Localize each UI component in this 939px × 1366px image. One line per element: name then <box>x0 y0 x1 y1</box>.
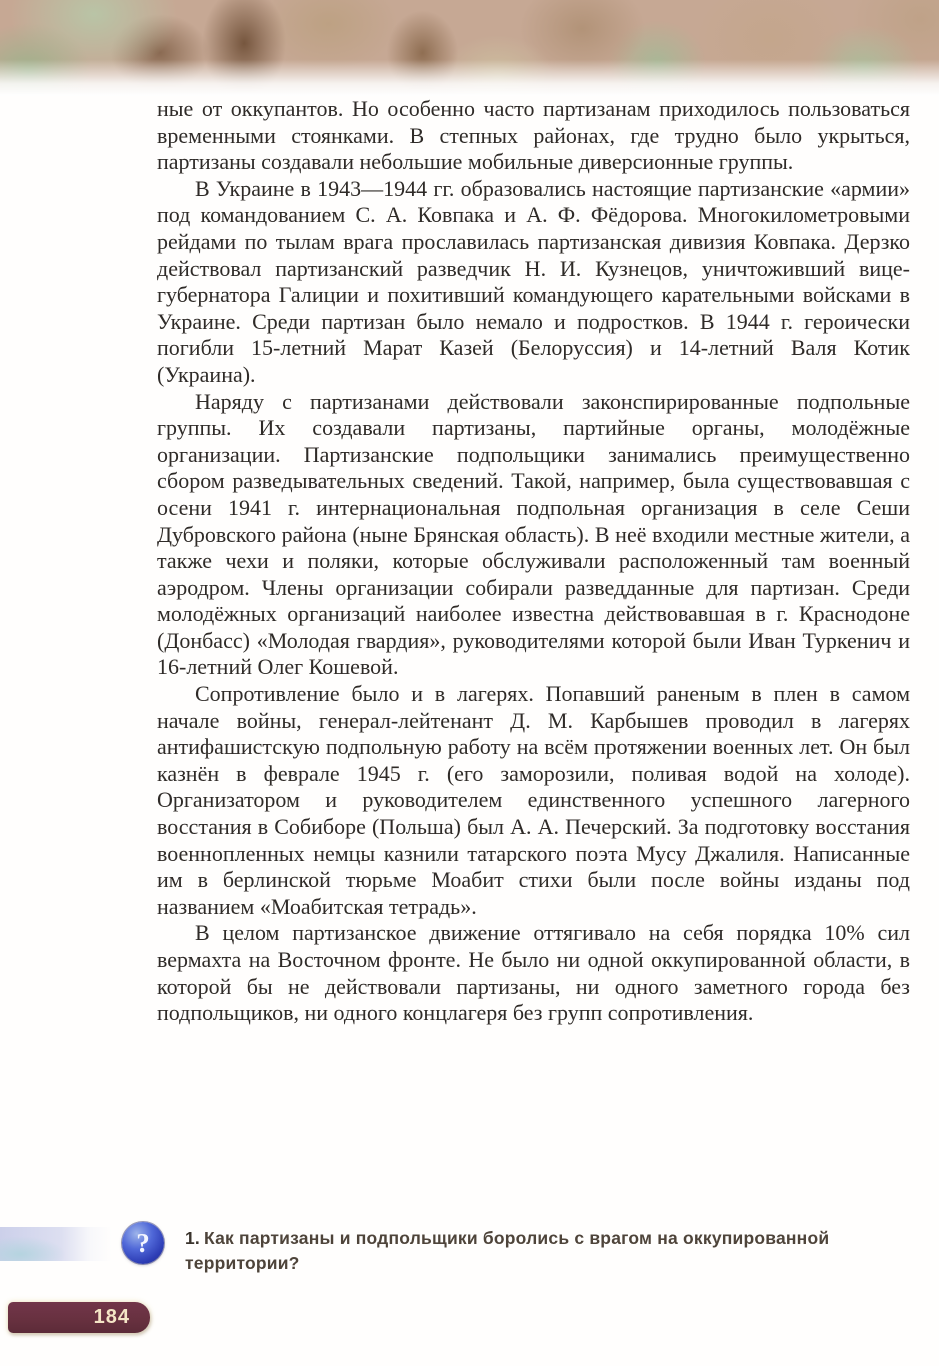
question-mark-glyph: ? <box>136 1228 150 1258</box>
paragraph: Сопротивление было и в лагерях. Попавший раненым в плен в самом начале войны, генерал-лейтенант Д. М. Карбышев проводил в лагерях антифашистскую подпольную работу на всём протяжении военных лет. Он был казнён в феврале 1945 г. (его заморозили, поливая водой на холоде). Организатором и руководителем единственного успешного лагерного восстания в Собиборе (Польша) был А. А. Печерский. За подготовку восстания военнопленных немцы казнили татарского поэта Мусу Джалиля. Написанные им в берлинской тюрьме Моабит стихи были после войны изданы под названием «Моабитская тетрадь». <box>157 681 910 919</box>
paragraph: В целом партизанское движение оттягивало на себя порядка 10% сил вермахта на Восточном фронте. Не было ни одной оккупированной области, в которой бы не действовали партизаны, ни одного заметного города без подпольщиков, ни одного концлагеря без групп сопротивления. <box>157 920 910 1026</box>
page-number-badge <box>8 1302 150 1333</box>
question-number: 1. <box>185 1228 200 1248</box>
paragraph: В Украине в 1943—1944 гг. образовались настоящие партизанские «армии» под командованием С. А. Ковпака и А. Ф. Фёдорова. Многокилометровыми рейдами по тылам врага прославилась партизанская дивизия Ковпака. Дерзко действовал партизанский разведчик Н. И. Кузнецов, уничтоживший вице-губернатора Галиции и похитивший командующего карательными войсками в Украине. Среди партизан было немало и подростков. В 1944 г. героически погибли 15-летний Марат Казей (Белоруссия) и 14-летний Валя Котик (Украина). <box>157 175 910 387</box>
question-text-body: Как партизаны и подпольщики боролись с врагом на оккупированной территории? <box>185 1228 830 1273</box>
question-decorative-strip <box>0 1227 112 1261</box>
question-mark-icon <box>122 1222 164 1264</box>
paragraph: ные от оккупантов. Но особенно часто партизанам приходилось пользоваться временными стоянками. В степных районах, где трудно было укрыться, партизаны создавали небольшие мобильные диверсионные группы. <box>157 96 910 175</box>
paragraph: Наряду с партизанами действовали законспирированные подпольные группы. Их создавали партизаны, партийные органы, молодёжные организации. Партизанские подпольщики занимались преимущественно сбором разведывательных сведений. Такой, например, была существовавшая с осени 1941 г. интернациональная подпольная организация в селе Сеши Дубровского района (ныне Брянская область). В неё входили местные жители, а также чехи и поляки, которые обслуживали расположенный там военный аэродром. Члены организации собирали разведданные для партизан. Среди молодёжных организаций наиболее известна действовавшая в г. Краснодоне (Донбасс) «Молодая гвардия», руководителями которой были Иван Туркенич и 16-летний Олег Кошевой. <box>157 388 910 680</box>
header-collage-image <box>0 0 939 96</box>
question-block <box>122 1220 882 1276</box>
question-text <box>185 1220 882 1276</box>
body-text-block <box>157 96 910 1027</box>
page-number: 184 <box>93 1306 130 1328</box>
